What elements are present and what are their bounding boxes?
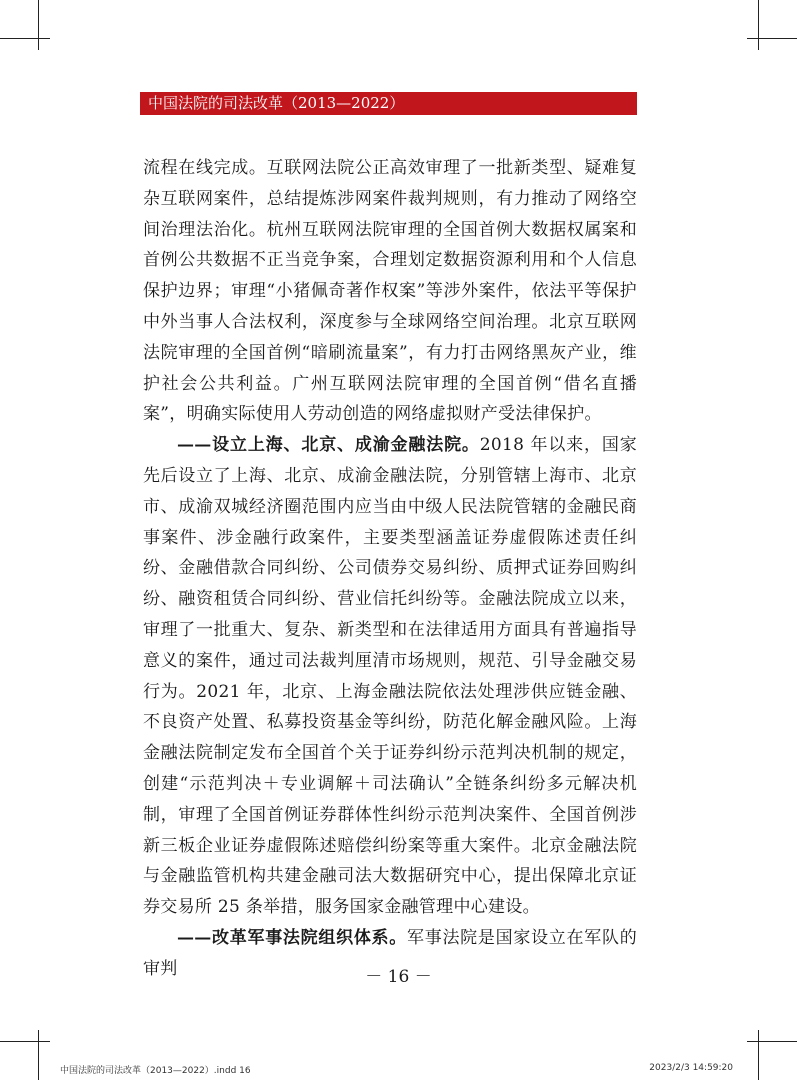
footer-file: 中国法院的司法改革（2013—2022）.indd 16: [60, 1066, 251, 1076]
paragraph-lead: ——设立上海、北京、成渝金融法院。: [177, 435, 480, 456]
crop-mark: [747, 1041, 797, 1042]
paragraph-text: 军事法院是国家设立在军队的审判: [143, 927, 637, 979]
footer-timestamp: 2023/2/3 14:59:20: [649, 1063, 733, 1073]
running-header: [140, 92, 637, 115]
crop-mark: [0, 1041, 50, 1042]
crop-mark: [0, 38, 50, 39]
crop-mark: [38, 0, 39, 50]
paragraph-text: 2018 年以来，国家先后设立了上海、北京、成渝金融法院，分别管辖上海市、北京市、成渝双城经济圈范围内应当由中级人民法院管辖的金融民商事案件、涉金融行政案件，主要类型涵盖证券虚假陈述责任纠纷、金融借款合同纠纷、公司债券交易纠纷、质押式证券回购纠纷、融资租赁合同纠纷、营业信托纠纷等。金融法院成立以来，审理了一批重大、复杂、新类型和在法律适用方面具有普遍指导意义的案件，通过司法裁判厘清市场规则，规范、引导金融交易行为。2021 年，北京、上海金融法院依法处理涉供应链金融、不良资产处置、私募投资基金等纠纷，防范化解金融风险。上海金融法院制定发布全国首个关于证券纠纷示范判决机制的规定，创建“示范判决＋专业调解＋司法确认”全链条纠纷多元解决机制，审理了全国首例证券群体性纠纷示范判决案件、全国首例涉新三板企业证券虚假陈述赔偿纠纷案等重大案件。北京金融法院与金融监管机构共建金融司法大数据研究中心，提出保障北京证券交易所 25 条举措，服务国家金融管理中心建设。: [143, 435, 637, 918]
crop-mark: [38, 1030, 39, 1080]
crop-mark: [758, 0, 759, 50]
paragraph-text: 流程在线完成。互联网法院公正高效审理了一批新类型、疑难复杂互联网案件，总结提炼涉网案件裁判规则，有力推动了网络空间治理法治化。杭州互联网法院审理的全国首例大数据权属案和首例公共数据不正当竞争案，合理划定数据资源利用和个人信息保护边界；审理“小猪佩奇著作权案”等涉外案件，依法平等保护中外当事人合法权利，深度参与全球网络空间治理。北京互联网法院审理的全国首例“暗刷流量案”，有力打击网络黑灰产业，维护社会公共利益。广州互联网法院审理的全国首例“借名直播案”，明确实际使用人劳动创造的网络虚拟财产受法律保护。: [143, 158, 637, 425]
paragraph: [143, 153, 637, 430]
paragraph: [143, 430, 637, 923]
page-number: － 16 －: [365, 967, 432, 987]
crop-mark: [758, 1030, 759, 1080]
crop-mark: [747, 38, 797, 39]
paragraph-lead: ——改革军事法院组织体系。: [177, 927, 407, 948]
running-header-title: 中国法院的司法改革（2013—2022）: [148, 94, 405, 112]
body-text: [143, 153, 637, 985]
